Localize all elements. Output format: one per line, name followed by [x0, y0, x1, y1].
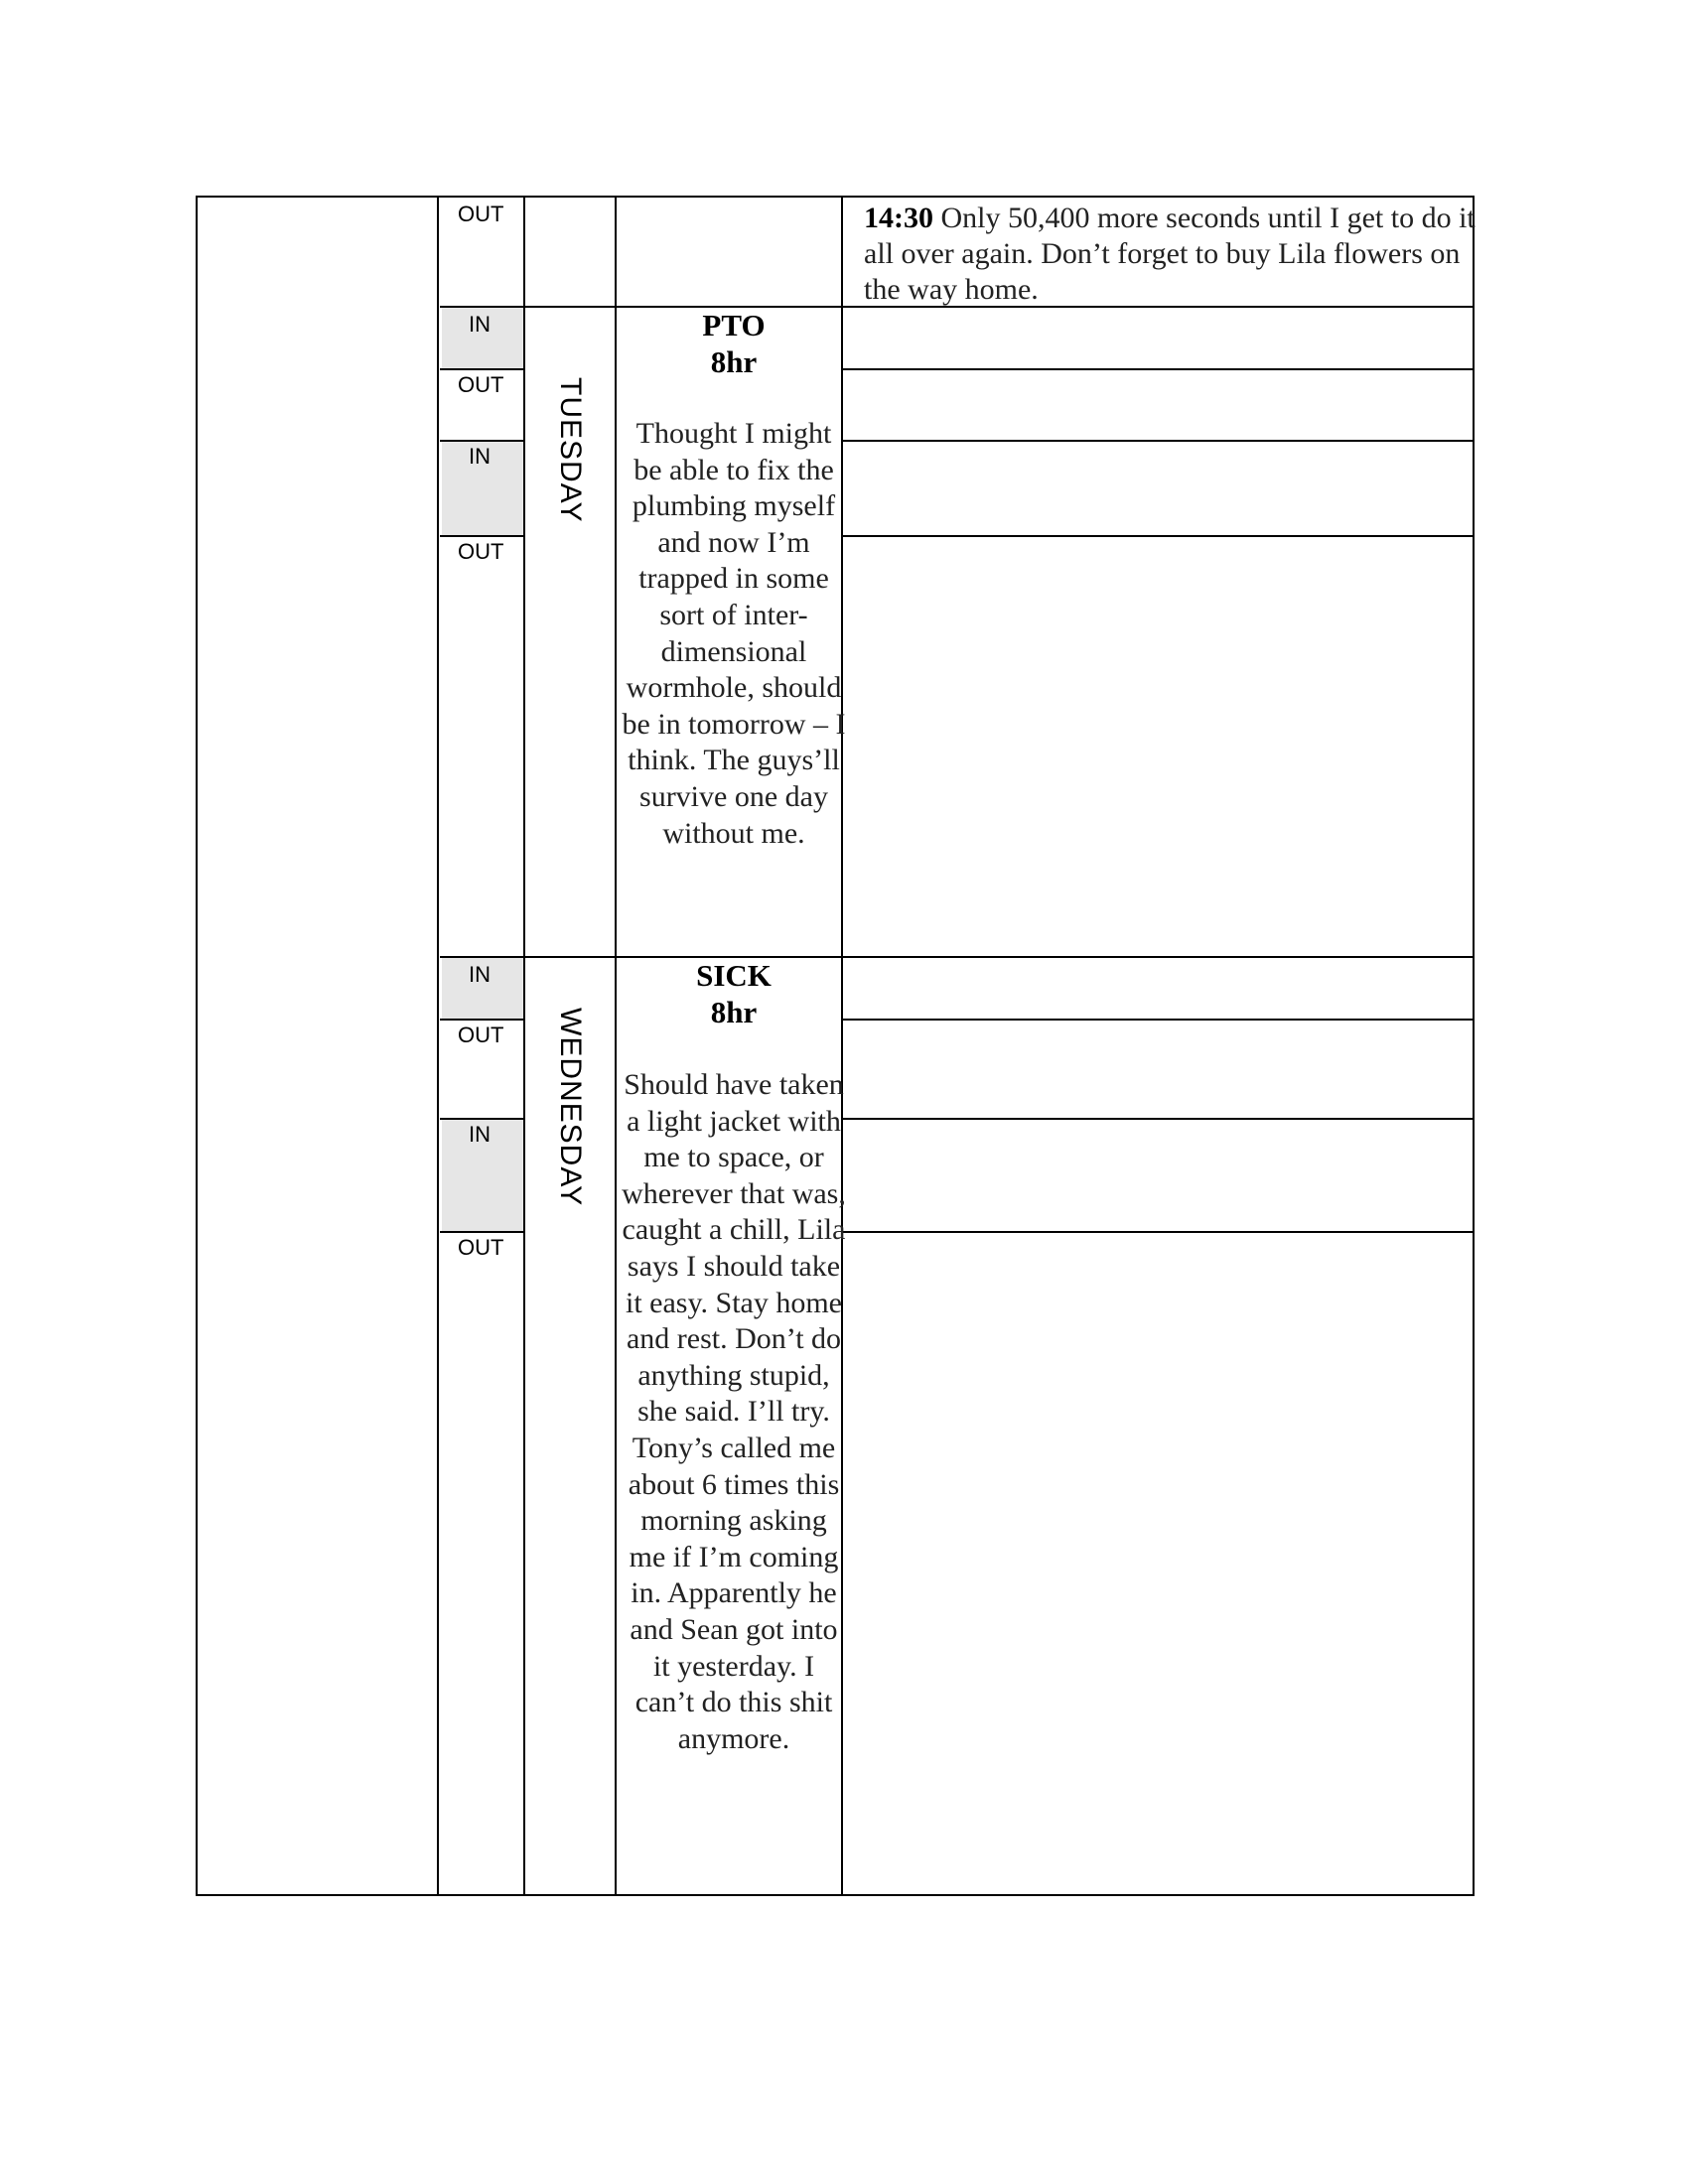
row-divider	[440, 440, 525, 442]
row-divider	[440, 368, 525, 370]
column-divider	[523, 196, 525, 1896]
row-divider	[843, 1118, 1475, 1120]
wednesday-hours: 8hr	[710, 995, 758, 1029]
entry-text: Only 50,400 more seconds until I get to do it all over again. Don’t forget to buy Lila flowers on the way home.	[864, 202, 1476, 306]
row-divider	[843, 368, 1475, 370]
table-border-left	[196, 196, 198, 1896]
day-label-wednesday: WEDNESDAY	[554, 1008, 587, 1207]
time-entry	[864, 201, 1484, 308]
punch-label-in: IN	[469, 444, 491, 469]
entry-time: 14:30	[864, 202, 933, 234]
punch-label-out: OUT	[458, 539, 504, 564]
punch-label-out: OUT	[458, 1235, 504, 1260]
row-divider	[843, 535, 1475, 537]
punch-label-in: IN	[469, 312, 491, 337]
day-label-tuesday: TUESDAY	[554, 377, 587, 523]
punch-label-in: IN	[469, 1122, 491, 1147]
row-divider	[440, 535, 525, 537]
tuesday-code: PTO	[702, 308, 766, 342]
tuesday-note: Thought I might be able to fix the plumbing myself and now I’m trapped in some sort of inter-dimensional wormhole, should be in tomorrow – I think. The guys’ll survive one day without me.	[622, 417, 846, 850]
table-border-right	[1473, 196, 1475, 1896]
row-divider	[440, 1231, 525, 1233]
table-border-bottom	[196, 1894, 1475, 1896]
punch-label-out: OUT	[458, 1023, 504, 1047]
tuesday-hours: 8hr	[710, 344, 758, 379]
row-divider	[843, 1019, 1475, 1021]
punch-label-out: OUT	[458, 202, 504, 226]
wednesday-code: SICK	[696, 958, 772, 993]
day-divider	[440, 956, 1475, 958]
row-divider	[843, 1231, 1475, 1233]
row-divider	[440, 1118, 525, 1120]
row-divider	[843, 440, 1475, 442]
column-divider	[437, 196, 439, 1896]
row-divider	[440, 1019, 525, 1021]
table-border-top	[196, 196, 1475, 198]
wednesday-note: Should have taken a light jacket with me to space, or wherever that was, caught a chill, Lila says I should take it easy. Stay home and rest. Don’t do anything stupid, she said. I’ll try. Tony’s called me about 6 times this morning asking me if I’m coming in. Apparently he and Sean got into it yesterday. I can’t do this shit anymore.	[622, 1068, 846, 1755]
punch-label-in: IN	[469, 962, 491, 987]
punch-label-out: OUT	[458, 372, 504, 397]
column-divider	[615, 196, 617, 1896]
